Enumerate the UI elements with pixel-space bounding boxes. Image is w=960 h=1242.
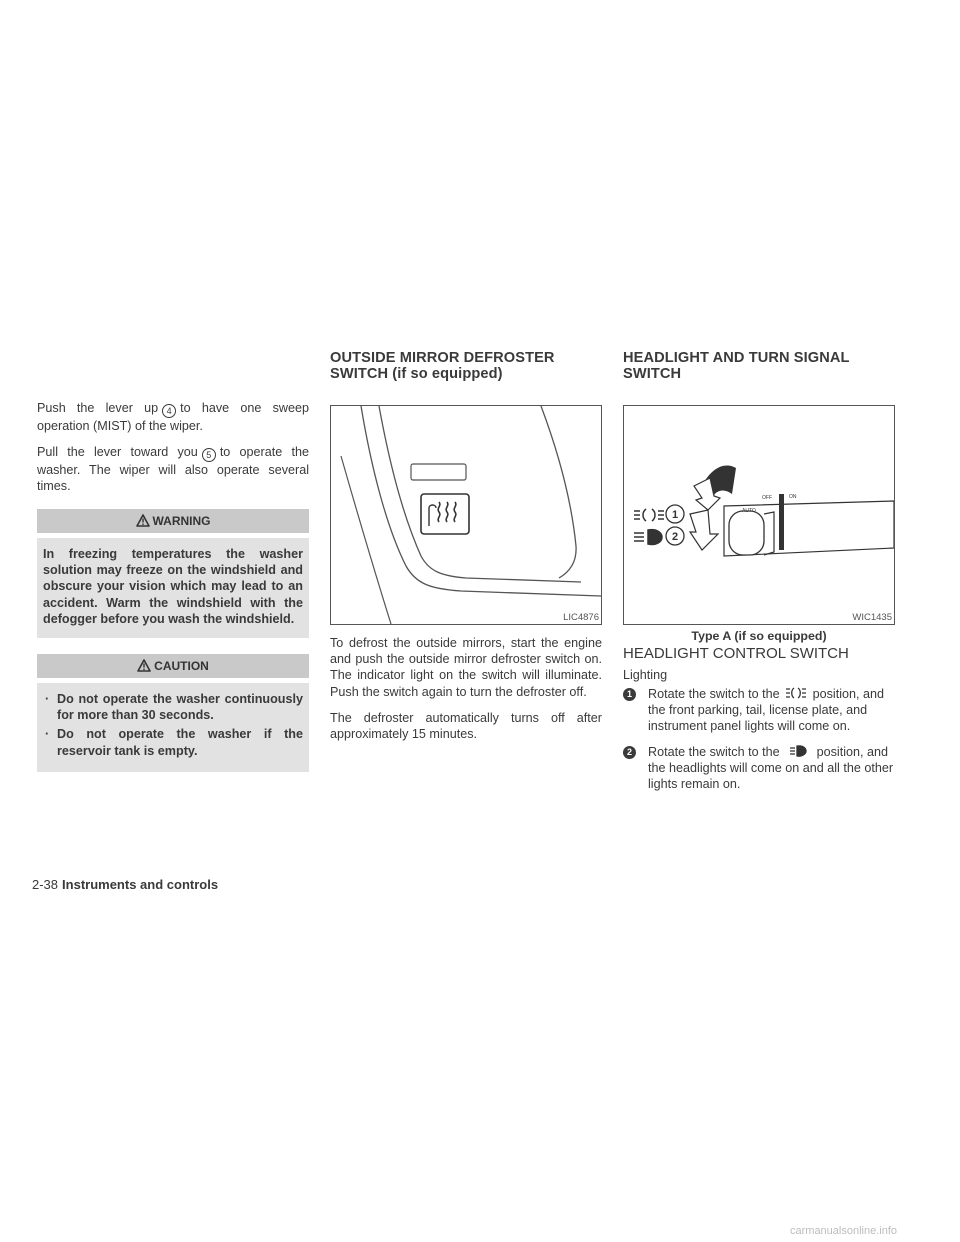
paragraph-text: to operate the washer. The wiper will also operate several times. bbox=[37, 445, 309, 494]
watermark: carmanualsonline.info bbox=[790, 1225, 898, 1237]
step-text: position, and the front parking, tail, license plate, and instrument panel lights will come on. bbox=[648, 687, 885, 734]
page-number: 2-38 bbox=[32, 877, 59, 892]
lever-pull-paragraph bbox=[37, 444, 309, 494]
switch-label-off: OFF bbox=[762, 495, 772, 501]
paragraph-text: to have one sweep operation (MIST) of the wiper. bbox=[37, 401, 309, 433]
step-text: Rotate the switch to the bbox=[648, 687, 780, 701]
section-name: Instruments and controls bbox=[62, 877, 219, 892]
left-column bbox=[37, 400, 309, 772]
step-text: Rotate the switch to the bbox=[648, 744, 780, 759]
headlight-icon bbox=[789, 745, 807, 757]
parking-light-icon bbox=[785, 687, 807, 699]
title-line: SWITCH bbox=[623, 366, 682, 382]
lever-up-paragraph bbox=[37, 400, 309, 434]
caution-icon bbox=[137, 659, 151, 672]
paragraph-text: Push the lever up bbox=[37, 401, 159, 415]
caution-item: · Do not operate the washer if the reservoir tank is empty. bbox=[43, 726, 303, 759]
warning-icon bbox=[136, 514, 150, 527]
section-title-headlight-switch bbox=[623, 350, 895, 382]
figure-code: LIC4876 bbox=[563, 612, 599, 623]
paragraph-text: Pull the lever toward you bbox=[37, 445, 198, 460]
headlight-switch-illustration bbox=[624, 406, 894, 624]
title-line: SWITCH (if so equipped) bbox=[330, 366, 503, 382]
figure-caption: Type A (if so equipped) bbox=[691, 629, 827, 643]
section-title-mirror-defroster bbox=[330, 350, 602, 382]
mirror-defroster-figure bbox=[330, 405, 602, 625]
callout-4: 4 bbox=[162, 404, 176, 418]
step-2 bbox=[623, 744, 895, 793]
switch-label-on: ON bbox=[789, 494, 797, 500]
defroster-illustration bbox=[331, 406, 601, 624]
title-line: OUTSIDE MIRROR DEFROSTER bbox=[330, 350, 555, 366]
figure-code: WIC1435 bbox=[852, 612, 892, 623]
callout-1: 1 bbox=[672, 509, 679, 521]
step-number: 1 bbox=[623, 688, 636, 701]
caution-list bbox=[43, 691, 303, 760]
warning-text: In freezing temperatures the washer solution may freeze on the windshield and obscure your vision which may lead to an accident. Warm the windshield with the defogger before you wash the windshield. bbox=[43, 546, 303, 627]
headlight-switch-figure bbox=[623, 405, 895, 625]
step-text: position, and the headlights will come on and all the other lights remain on. bbox=[648, 744, 894, 792]
callout-2: 2 bbox=[672, 531, 679, 543]
caution-item: · Do not operate the washer continuously for more than 30 seconds. bbox=[43, 691, 303, 724]
parking-light-icon bbox=[634, 509, 664, 521]
title-line: HEADLIGHT AND TURN SIGNAL bbox=[623, 350, 850, 366]
caution-body bbox=[37, 683, 309, 773]
step-number: 2 bbox=[623, 746, 636, 759]
step-1 bbox=[623, 686, 895, 735]
defroster-paragraph: To defrost the outside mirrors, start the engine and push the outside mirror defroster switch on. The indicator light on the switch will illuminate. Push the switch again to turn the defroster off. bbox=[330, 636, 602, 699]
warning-body bbox=[37, 538, 309, 638]
callout-5: 5 bbox=[202, 448, 216, 462]
headlight-icon bbox=[634, 530, 662, 545]
subheading-headlight-control: HEADLIGHT CONTROL SWITCH bbox=[623, 645, 849, 662]
caution-title: CAUTION bbox=[154, 658, 209, 673]
defroster-auto-off-paragraph: The defroster automatically turns off after approximately 15 minutes. bbox=[330, 710, 602, 742]
switch-label-auto: AUTO bbox=[742, 508, 756, 514]
caution-header bbox=[37, 654, 309, 678]
middle-column bbox=[330, 350, 602, 752]
warning-header bbox=[37, 509, 309, 533]
page-footer bbox=[32, 877, 218, 892]
right-column bbox=[623, 350, 895, 801]
warning-title: WARNING bbox=[152, 513, 211, 528]
lighting-label: Lighting bbox=[623, 668, 668, 682]
